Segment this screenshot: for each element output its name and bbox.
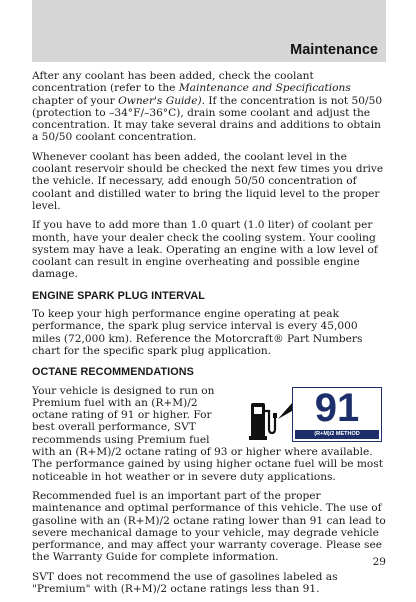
- chapter-title: Maintenance: [290, 42, 378, 58]
- text-run: After any coolant has been added, check the coolant concentration (refer to the: [32, 70, 314, 95]
- octane-lead-text: Your vehicle is designed to run on Premium fuel with an (R+M)/2 octane rating of 91 or higher. For best overall performance, SVT recommends using Premium fuel: [32, 384, 215, 446]
- coolant-paragraph-3: If you have to add more than 1.0 quart (1.0 liter) of coolant per month, have your dealer check the cooling system. Your cooling system may have a leak. Operating an engine with a low level of coolant can result in engine overheating and possible engine damage.: [32, 219, 378, 281]
- page-content: [32, 70, 388, 602]
- page-number: 29: [372, 556, 386, 568]
- text-run: chapter of your: [32, 94, 119, 107]
- coolant-paragraph-1: [32, 70, 388, 144]
- octane-heading: OCTANE RECOMMENDATIONS: [32, 366, 194, 379]
- text-run: If the concentration is not 50/50 (protection to –34°F/–36°C), drain some coolant and adjust the concentration. It may take several drains and additions to obtain a 50/50 coolant concentration.: [32, 94, 383, 144]
- spark-plug-paragraph: To keep your high performance engine operating at peak performance, the spark plug service interval is every 45,000 miles (72,000 km). Reference the Motorcraft® Part Numbers chart for the specific spark plug application.: [32, 308, 363, 357]
- octane-method-label: (R+M)/2 METHOD: [295, 430, 379, 439]
- octane-rest-text: with an (R+M)/2 octane rating of 93 or higher where available. The performance gained by using higher octane fuel will be most noticeable in hot weather or in severe duty applications.: [32, 446, 384, 483]
- octane-number: 91: [314, 385, 360, 430]
- octane-paragraph-2: Recommended fuel is an important part of the proper maintenance and optimal performance of this vehicle. The use of gasoline with an (R+M)/2 octane rating lower than 91 can lead to severe mechanical damage to your vehicle, may degrade vehicle performance, and may affect your warranty coverage. Please see the Warranty Guide for complete information.: [32, 489, 386, 564]
- octane-section: [32, 385, 388, 483]
- spark-plug-heading: ENGINE SPARK PLUG INTERVAL: [32, 289, 205, 302]
- fuel-pump-icon: [248, 399, 292, 441]
- octane-rating-label: [292, 387, 382, 442]
- octane-label-graphic: [248, 385, 388, 445]
- owners-guide-reference: Owner's Guide).: [118, 94, 205, 107]
- coolant-paragraph-2: Whenever coolant has been added, the coolant level in the coolant reservoir should be checked the next few times you drive the vehicle. If necessary, add enough 50/50 concentration of coolant and distilled water to bring the liquid level to the proper level.: [32, 150, 384, 212]
- octane-paragraph-3: SVT does not recommend the use of gasolines labeled as "Premium" with (R+M)/2 octane ratings less than 91.: [32, 570, 338, 595]
- chapter-header-bar: [32, 0, 386, 62]
- manual-reference: Maintenance and Specifications: [178, 82, 351, 95]
